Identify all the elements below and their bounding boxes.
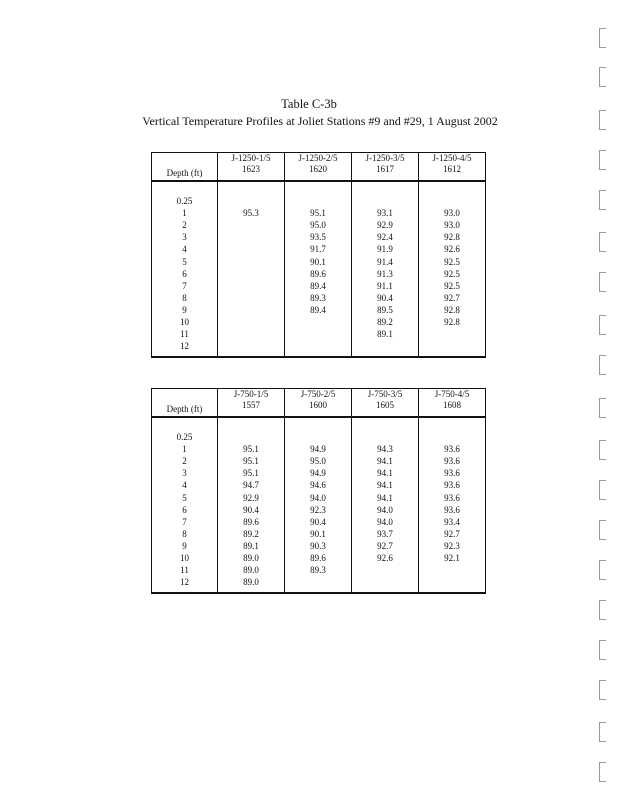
temperature-cell: 89.2 (218, 528, 285, 540)
temperature-cell: 93.7 (352, 528, 419, 540)
temperature-cell: 92.3 (419, 540, 486, 552)
temperature-cell: 90.4 (218, 504, 285, 516)
temperature-cell (218, 316, 285, 328)
table-row (152, 443, 486, 455)
temperature-cell: 94.3 (352, 443, 419, 455)
table-row (152, 479, 486, 491)
depth-cell: 8 (152, 292, 218, 304)
binder-mark (599, 762, 606, 782)
table-row (152, 455, 486, 467)
temperature-cell: 94.1 (352, 479, 419, 491)
temperature-cell (218, 268, 285, 280)
temperature-cell: 93.6 (419, 479, 486, 491)
table-row (152, 340, 486, 352)
temperature-cell: 93.0 (419, 207, 486, 219)
depth-cell: 10 (152, 552, 218, 564)
temperature-cell (218, 340, 285, 352)
depth-cell: 2 (152, 219, 218, 231)
station-column-header (419, 153, 486, 182)
temperature-cell (419, 195, 486, 207)
depth-cell: 11 (152, 564, 218, 576)
depth-cell: 5 (152, 255, 218, 267)
temperature-cell (419, 328, 486, 340)
temperature-cell: 94.0 (352, 504, 419, 516)
binder-mark (599, 398, 606, 418)
temperature-cell: 90.4 (352, 292, 419, 304)
depth-cell: 6 (152, 268, 218, 280)
table-row (152, 304, 486, 316)
temperature-cell (218, 280, 285, 292)
page-subtitle: Vertical Temperature Profiles at Joliet Stations #9 and #29, 1 August 2002 (142, 114, 498, 128)
temperature-cell: 92.8 (419, 304, 486, 316)
depth-cell: 1 (152, 207, 218, 219)
temperature-cell (285, 328, 352, 340)
depth-cell: 10 (152, 316, 218, 328)
temperature-cell (285, 576, 352, 588)
temperature-cell: 89.6 (285, 268, 352, 280)
table-row (152, 491, 486, 503)
station-column-header (285, 153, 352, 182)
temperature-cell: 94.9 (285, 443, 352, 455)
table-row (152, 255, 486, 267)
temperature-cell: 90.1 (285, 528, 352, 540)
temperature-cell: 89.2 (352, 316, 419, 328)
temperature-cell (218, 243, 285, 255)
depth-cell: 9 (152, 304, 218, 316)
temperature-cell (218, 195, 285, 207)
temperature-cell: 95.1 (285, 207, 352, 219)
station-time: 1617 (376, 164, 394, 174)
temperature-cell: 92.7 (419, 528, 486, 540)
binder-mark (599, 28, 606, 48)
temperature-cell: 94.0 (352, 516, 419, 528)
binder-mark (599, 190, 606, 210)
temperature-cell: 89.6 (285, 552, 352, 564)
table-row (152, 564, 486, 576)
temperature-cell (285, 431, 352, 443)
temperature-cell: 92.4 (352, 231, 419, 243)
temperature-cell: 95.1 (218, 467, 285, 479)
station-column-header (285, 389, 352, 418)
temperature-cell: 91.9 (352, 243, 419, 255)
binder-mark (599, 440, 606, 460)
temperature-cell: 89.6 (218, 516, 285, 528)
temperature-cell (419, 340, 486, 352)
temperature-cell: 94.1 (352, 455, 419, 467)
temperature-cell (285, 316, 352, 328)
binder-mark (599, 480, 606, 500)
temperature-cell: 92.6 (352, 552, 419, 564)
station-id: J-750-3/5 (367, 389, 403, 399)
temperature-cell: 92.5 (419, 255, 486, 267)
temperature-cell: 95.1 (218, 443, 285, 455)
depth-cell: 7 (152, 280, 218, 292)
table-row (152, 552, 486, 564)
depth-cell: 3 (152, 467, 218, 479)
temperature-cell: 93.6 (419, 491, 486, 503)
station-id: J-1250-2/5 (298, 153, 338, 163)
temperature-cell: 91.3 (352, 268, 419, 280)
depth-cell: 12 (152, 340, 218, 352)
temperature-cell: 94.0 (285, 491, 352, 503)
temperature-cell (218, 328, 285, 340)
temperature-cell: 89.1 (352, 328, 419, 340)
table-row (152, 316, 486, 328)
temperature-cell (419, 576, 486, 588)
temperature-cell: 93.6 (419, 443, 486, 455)
page-title: Table C-3b (281, 97, 337, 111)
station-time: 1612 (443, 164, 461, 174)
table-row (152, 268, 486, 280)
table-row (152, 528, 486, 540)
binder-mark (599, 355, 606, 375)
table-row (152, 219, 486, 231)
depth-cell: 0.25 (152, 431, 218, 443)
temperature-cell: 93.6 (419, 504, 486, 516)
binder-mark (599, 600, 606, 620)
depth-cell: 0.25 (152, 195, 218, 207)
temperature-cell: 93.5 (285, 231, 352, 243)
temperature-table-2 (151, 388, 486, 594)
temperature-cell (352, 576, 419, 588)
temperature-cell: 91.4 (352, 255, 419, 267)
depth-cell: 7 (152, 516, 218, 528)
temperature-cell: 94.1 (352, 491, 419, 503)
table-row (152, 231, 486, 243)
table-row (152, 207, 486, 219)
binder-mark (599, 560, 606, 580)
temperature-cell (352, 340, 419, 352)
table-row (152, 576, 486, 588)
table-row (152, 516, 486, 528)
temperature-cell: 93.6 (419, 455, 486, 467)
depth-cell: 3 (152, 231, 218, 243)
station-column-header (352, 389, 419, 418)
temperature-cell: 92.5 (419, 268, 486, 280)
temperature-cell: 91.7 (285, 243, 352, 255)
temperature-cell: 89.3 (285, 564, 352, 576)
station-id: J-1250-1/5 (231, 153, 271, 163)
binder-mark (599, 272, 606, 292)
temperature-cell: 92.6 (419, 243, 486, 255)
station-time: 1620 (309, 164, 327, 174)
temperature-cell (285, 340, 352, 352)
depth-cell: 12 (152, 576, 218, 588)
station-time: 1600 (309, 400, 327, 410)
temperature-cell (218, 231, 285, 243)
depth-cell: 9 (152, 540, 218, 552)
temperature-cell (218, 292, 285, 304)
temperature-cell (285, 195, 352, 207)
table-row (152, 540, 486, 552)
binder-mark (599, 315, 606, 335)
temperature-cell: 89.0 (218, 564, 285, 576)
station-id: J-750-2/5 (300, 389, 336, 399)
temperature-cell: 89.4 (285, 304, 352, 316)
binder-mark (599, 67, 606, 87)
station-id: J-1250-3/5 (365, 153, 405, 163)
table-row (152, 280, 486, 292)
temperature-cell: 89.3 (285, 292, 352, 304)
depth-cell: 11 (152, 328, 218, 340)
depth-cell: 4 (152, 479, 218, 491)
temperature-cell: 95.1 (218, 455, 285, 467)
temperature-cell: 92.8 (419, 231, 486, 243)
temperature-cell (218, 431, 285, 443)
depth-cell: 6 (152, 504, 218, 516)
temperature-cell: 92.7 (352, 540, 419, 552)
binder-mark (599, 110, 606, 130)
binder-mark (599, 640, 606, 660)
temperature-cell: 92.1 (419, 552, 486, 564)
temperature-cell: 89.0 (218, 552, 285, 564)
temperature-cell: 92.3 (285, 504, 352, 516)
binder-mark (599, 680, 606, 700)
temperature-cell: 95.0 (285, 219, 352, 231)
station-time: 1605 (376, 400, 394, 410)
temperature-cell (352, 431, 419, 443)
temperature-cell: 93.6 (419, 467, 486, 479)
temperature-cell: 90.4 (285, 516, 352, 528)
temperature-cell (419, 564, 486, 576)
depth-cell: 8 (152, 528, 218, 540)
temperature-cell: 93.0 (419, 219, 486, 231)
temperature-cell (218, 219, 285, 231)
depth-column-header: Depth (ft) (152, 389, 218, 418)
temperature-cell (352, 195, 419, 207)
binder-mark (599, 232, 606, 252)
temperature-table-1 (151, 152, 486, 358)
temperature-cell: 90.1 (285, 255, 352, 267)
temperature-cell: 92.9 (352, 219, 419, 231)
station-id: J-750-1/5 (233, 389, 269, 399)
temperature-cell: 89.1 (218, 540, 285, 552)
station-column-header (352, 153, 419, 182)
station-column-header (218, 153, 285, 182)
temperature-cell: 92.8 (419, 316, 486, 328)
station-time: 1608 (443, 400, 461, 410)
depth-cell: 5 (152, 491, 218, 503)
binder-mark (599, 520, 606, 540)
station-time: 1557 (242, 400, 260, 410)
table-row (152, 195, 486, 207)
binder-mark (599, 722, 606, 742)
temperature-cell: 94.9 (285, 467, 352, 479)
temperature-cell: 89.0 (218, 576, 285, 588)
binder-mark (599, 150, 606, 170)
depth-cell: 4 (152, 243, 218, 255)
depth-cell: 1 (152, 443, 218, 455)
temperature-cell: 92.9 (218, 491, 285, 503)
temperature-cell (419, 431, 486, 443)
temperature-cell (218, 304, 285, 316)
depth-cell: 2 (152, 455, 218, 467)
temperature-cell: 94.6 (285, 479, 352, 491)
station-id: J-1250-4/5 (432, 153, 472, 163)
temperature-cell: 94.1 (352, 467, 419, 479)
table-row (152, 467, 486, 479)
temperature-cell: 93.4 (419, 516, 486, 528)
station-column-header (218, 389, 285, 418)
temperature-cell: 91.1 (352, 280, 419, 292)
station-time: 1623 (242, 164, 260, 174)
temperature-cell: 95.3 (218, 207, 285, 219)
table-row (152, 328, 486, 340)
station-column-header (419, 389, 486, 418)
temperature-cell (352, 564, 419, 576)
temperature-cell: 94.7 (218, 479, 285, 491)
depth-column-header: Depth (ft) (152, 153, 218, 182)
temperature-cell: 92.5 (419, 280, 486, 292)
temperature-cell (218, 255, 285, 267)
temperature-cell: 89.4 (285, 280, 352, 292)
table-row (152, 243, 486, 255)
temperature-cell: 89.5 (352, 304, 419, 316)
temperature-cell: 92.7 (419, 292, 486, 304)
temperature-cell: 95.0 (285, 455, 352, 467)
table-row (152, 504, 486, 516)
temperature-cell: 93.1 (352, 207, 419, 219)
table-row (152, 292, 486, 304)
temperature-cell: 90.3 (285, 540, 352, 552)
table-row (152, 431, 486, 443)
station-id: J-750-4/5 (434, 389, 470, 399)
